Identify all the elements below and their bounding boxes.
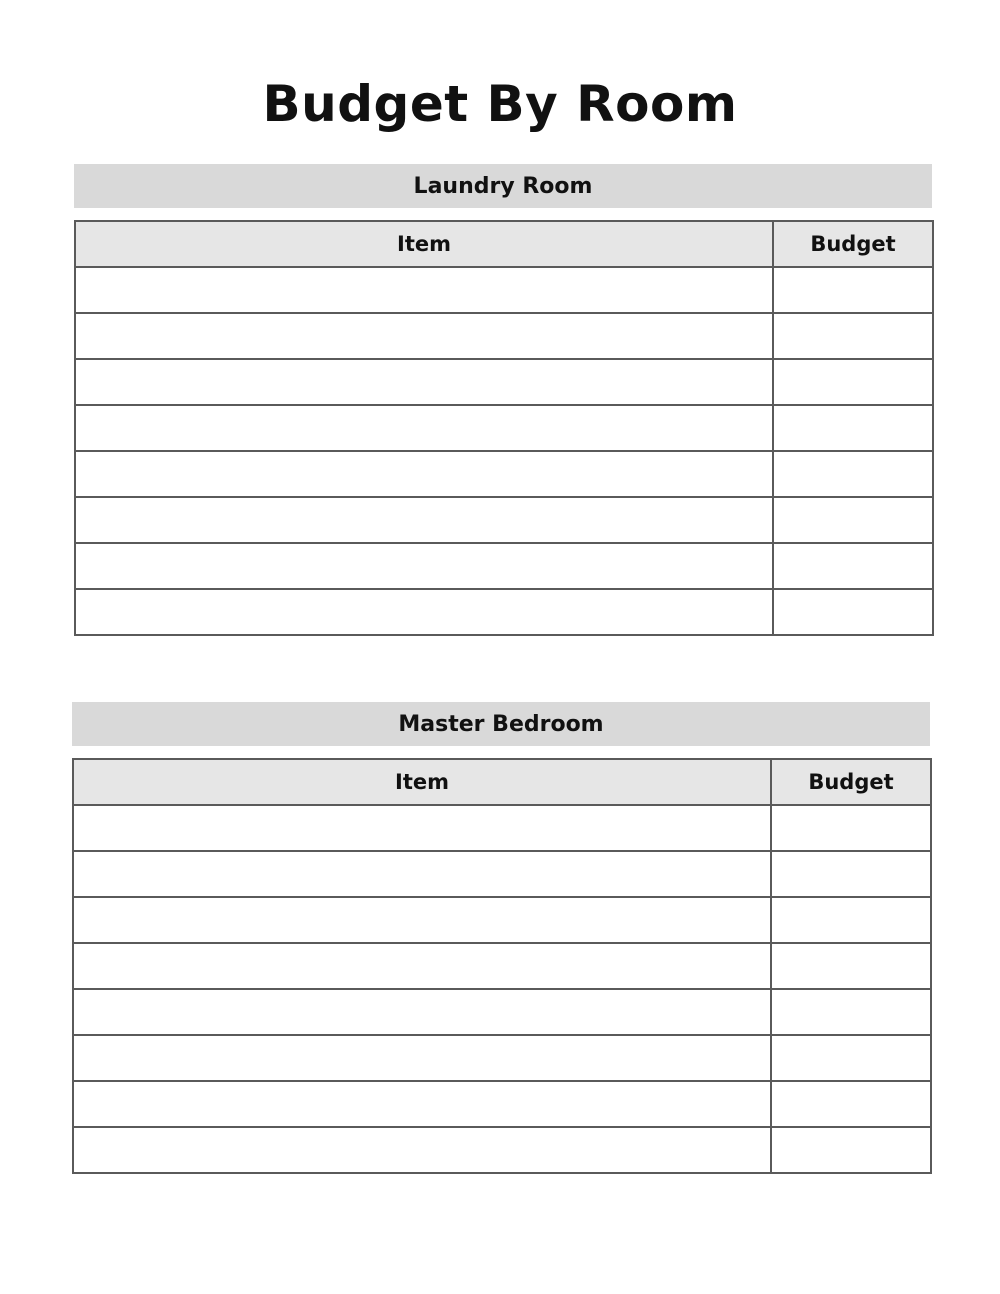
budget-cell[interactable]: [771, 943, 931, 989]
budget-table: [72, 758, 932, 1174]
item-cell[interactable]: [73, 897, 771, 943]
table-row: [73, 897, 931, 943]
table-row: [75, 543, 933, 589]
section-title: Master Bedroom: [398, 711, 604, 737]
table-row: [75, 267, 933, 313]
budget-cell[interactable]: [771, 1127, 931, 1173]
item-cell[interactable]: [75, 589, 773, 635]
table-row: [75, 589, 933, 635]
budget-cell[interactable]: [773, 267, 933, 313]
item-cell[interactable]: [73, 805, 771, 851]
item-cell[interactable]: [75, 497, 773, 543]
table-row: [75, 313, 933, 359]
budget-cell[interactable]: [771, 1081, 931, 1127]
section-title: Laundry Room: [413, 173, 593, 199]
budget-cell[interactable]: [773, 359, 933, 405]
table-row: [73, 805, 931, 851]
column-header-item: Item: [73, 759, 771, 805]
budget-cell[interactable]: [771, 897, 931, 943]
table-row: [75, 359, 933, 405]
budget-cell[interactable]: [773, 589, 933, 635]
table-row: [73, 1127, 931, 1173]
table-row: [73, 989, 931, 1035]
table-row: [75, 405, 933, 451]
item-cell[interactable]: [75, 359, 773, 405]
budget-cell[interactable]: [771, 851, 931, 897]
budget-cell[interactable]: [771, 1035, 931, 1081]
table-row: [73, 1035, 931, 1081]
item-cell[interactable]: [73, 851, 771, 897]
item-cell[interactable]: [75, 405, 773, 451]
budget-cell[interactable]: [773, 405, 933, 451]
table-row: [73, 851, 931, 897]
item-cell[interactable]: [73, 943, 771, 989]
section-laundry-room: [74, 164, 932, 636]
item-cell[interactable]: [75, 543, 773, 589]
table-header-row: [73, 759, 931, 805]
section-master-bedroom: [72, 702, 930, 1174]
table-row: [75, 497, 933, 543]
column-header-budget: Budget: [773, 221, 933, 267]
item-cell[interactable]: [73, 1081, 771, 1127]
budget-cell[interactable]: [773, 543, 933, 589]
table-row: [75, 451, 933, 497]
table-row: [73, 1081, 931, 1127]
table-header-row: [75, 221, 933, 267]
section-header: [72, 702, 930, 746]
column-header-item: Item: [75, 221, 773, 267]
budget-cell[interactable]: [773, 451, 933, 497]
budget-cell[interactable]: [773, 313, 933, 359]
item-cell[interactable]: [75, 451, 773, 497]
section-header: [74, 164, 932, 208]
budget-table: [74, 220, 934, 636]
item-cell[interactable]: [75, 267, 773, 313]
item-cell[interactable]: [75, 313, 773, 359]
table-row: [73, 943, 931, 989]
budget-cell[interactable]: [771, 989, 931, 1035]
item-cell[interactable]: [73, 989, 771, 1035]
column-header-budget: Budget: [771, 759, 931, 805]
item-cell[interactable]: [73, 1035, 771, 1081]
page-title: Budget By Room: [262, 75, 738, 133]
item-cell[interactable]: [73, 1127, 771, 1173]
budget-cell[interactable]: [773, 497, 933, 543]
budget-cell[interactable]: [771, 805, 931, 851]
